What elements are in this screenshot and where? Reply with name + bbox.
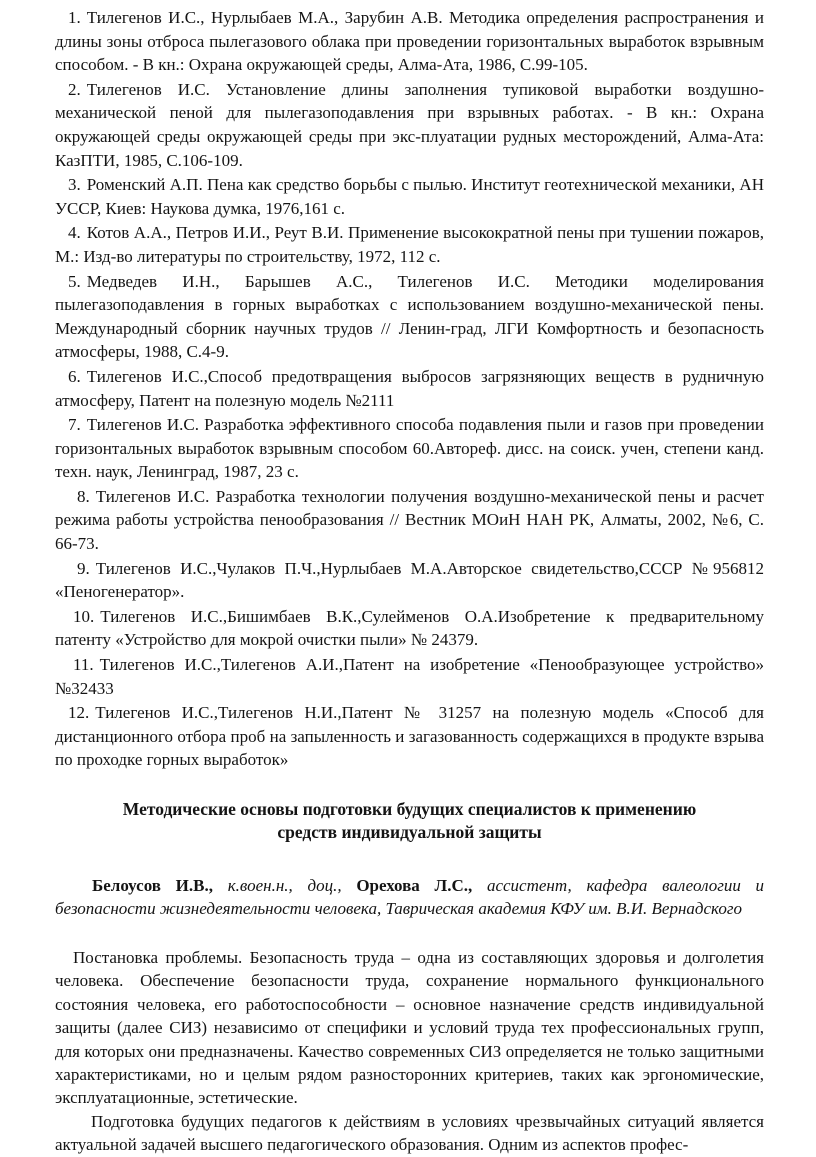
- author-name: Белоусов И.В.,: [92, 876, 213, 895]
- body-paragraph: Подготовка будущих педагогов к действиям в условиях чрезвычайных ситуаций является актуальной задачей высшего педагогического образования. Одним из аспектов профес-: [55, 1111, 764, 1155]
- reference-item: 7. Тилегенов И.С. Разработка эффективного способа подавления пыли и газов при проведении горизонтальных выработок взрывным способом 60.Автореф. дисс. на соиск. учен, степени канд. техн. наук, Ленинград, 1987, 23 с.: [55, 415, 764, 482]
- author-name: Орехова Л.С.,: [356, 876, 473, 895]
- author-role: к.воен.н., доц.,: [227, 876, 342, 895]
- reference-item: 11. Тилегенов И.С.,Тилегенов А.И.,Патент на изобретение «Пенообразующее устройство» №32433: [55, 655, 764, 698]
- reference-item: 8. Тилегенов И.С. Разработка технологии получения воздушно-механической пены и расчет режима работы устройства пенообразования // Вестник МОиН НАН РК, Алматы, 2002, №6, С. 66-73.: [55, 486, 764, 554]
- article-title: Методические основы подготовки будущих специалистов к применению средств индивидуальной защиты: [122, 799, 697, 842]
- reference-item: 3. Роменский А.П. Пена как средство борьбы с пылью. Институт геотехнической механики, АН УССР, Киев: Наукова думка, 1976,161 с.: [55, 175, 764, 218]
- reference-item: 4. Котов А.А., Петров И.И., Реут В.И. Применение высокократной пены при тушении пожаров, М.: Изд-во литературы по строительству, 1972, 112 с.: [55, 223, 764, 266]
- reference-item: 5. Медведев И.Н., Барышев А.С., Тилегенов И.С. Методики моделирования пылегазоподавления в горных выработках с использованием воздушно-механической пены. Международный сборник научных трудов // Ленин-град, ЛГИ Комфортность и безопасность атмосферы, 1988, С.4-9.: [55, 271, 764, 362]
- body-paragraph: Постановка проблемы. Безопасность труда – одна из составляющих здоровья и долголетия человека. Обеспечение безопасности труда, сохранение нормального функционального состояния человека, его работоспособности – основное назначение средств индивидуальной защиты (далее СИЗ) независимо от специфики и условий труда тех профессиональных групп, для которых они предназначены. Качество современных СИЗ определяется не только защитными характеристиками, но и целым рядом разносторонних критериев, таких как эргономические, эксплуатационные, эстетические.: [55, 948, 764, 1108]
- reference-item: 10. Тилегенов И.С.,Бишимбаев В.К.,Сулейменов О.А.Изобретение к предварительному патенту «Устройство для мокрой очистки пыли» № 24379.: [55, 606, 764, 650]
- reference-item: 9. Тилегенов И.С.,Чулаков П.Ч.,Нурлыбаев М.А.Авторское свидетельство,СССР №956812 «Пеногенератор».: [55, 558, 764, 602]
- reference-item: 12. Тилегенов И.С.,Тилегенов Н.И.,Патент № 31257 на полезную модель «Способ для дистанционного отбора проб на запыленность и загазованность содержащихся в продукте взрыва по проходке горных выработок»: [55, 703, 764, 770]
- reference-item: 1. Тилегенов И.С., Нурлыбаев М.А., Зарубин А.В. Методика определения распространения и длины зоны отброса пылегазового облака при проведении горизонтальных выработок взрывным способом. - В кн.: Охрана окружающей среды, Алма-Ата, 1986, С.99-105.: [55, 8, 764, 75]
- reference-item: 6. Тилегенов И.С.,Способ предотвращения выбросов загрязняющих веществ в рудничную атмосферу, Патент на полезную модель №2111: [55, 366, 764, 410]
- author-affiliation: ассистент, кафедра валеологии и безопасности жизнедеятельности человека, Таврическая академия КФУ им. В.И. Вернадского: [55, 876, 765, 918]
- author-line: [55, 874, 764, 920]
- reference-item: 2. Тилегенов И.С. Установление длины заполнения тупиковой выработки воздушно-механической пеной для пылегазоподавления при взрывных работах. - В кн.: Охрана окружающей среды окружающей среды при экс-плуатации рудных месторождений, Алма-Ата: КазПТИ, 1985, С.106-109.: [55, 79, 764, 170]
- reference-list: [55, 6, 764, 772]
